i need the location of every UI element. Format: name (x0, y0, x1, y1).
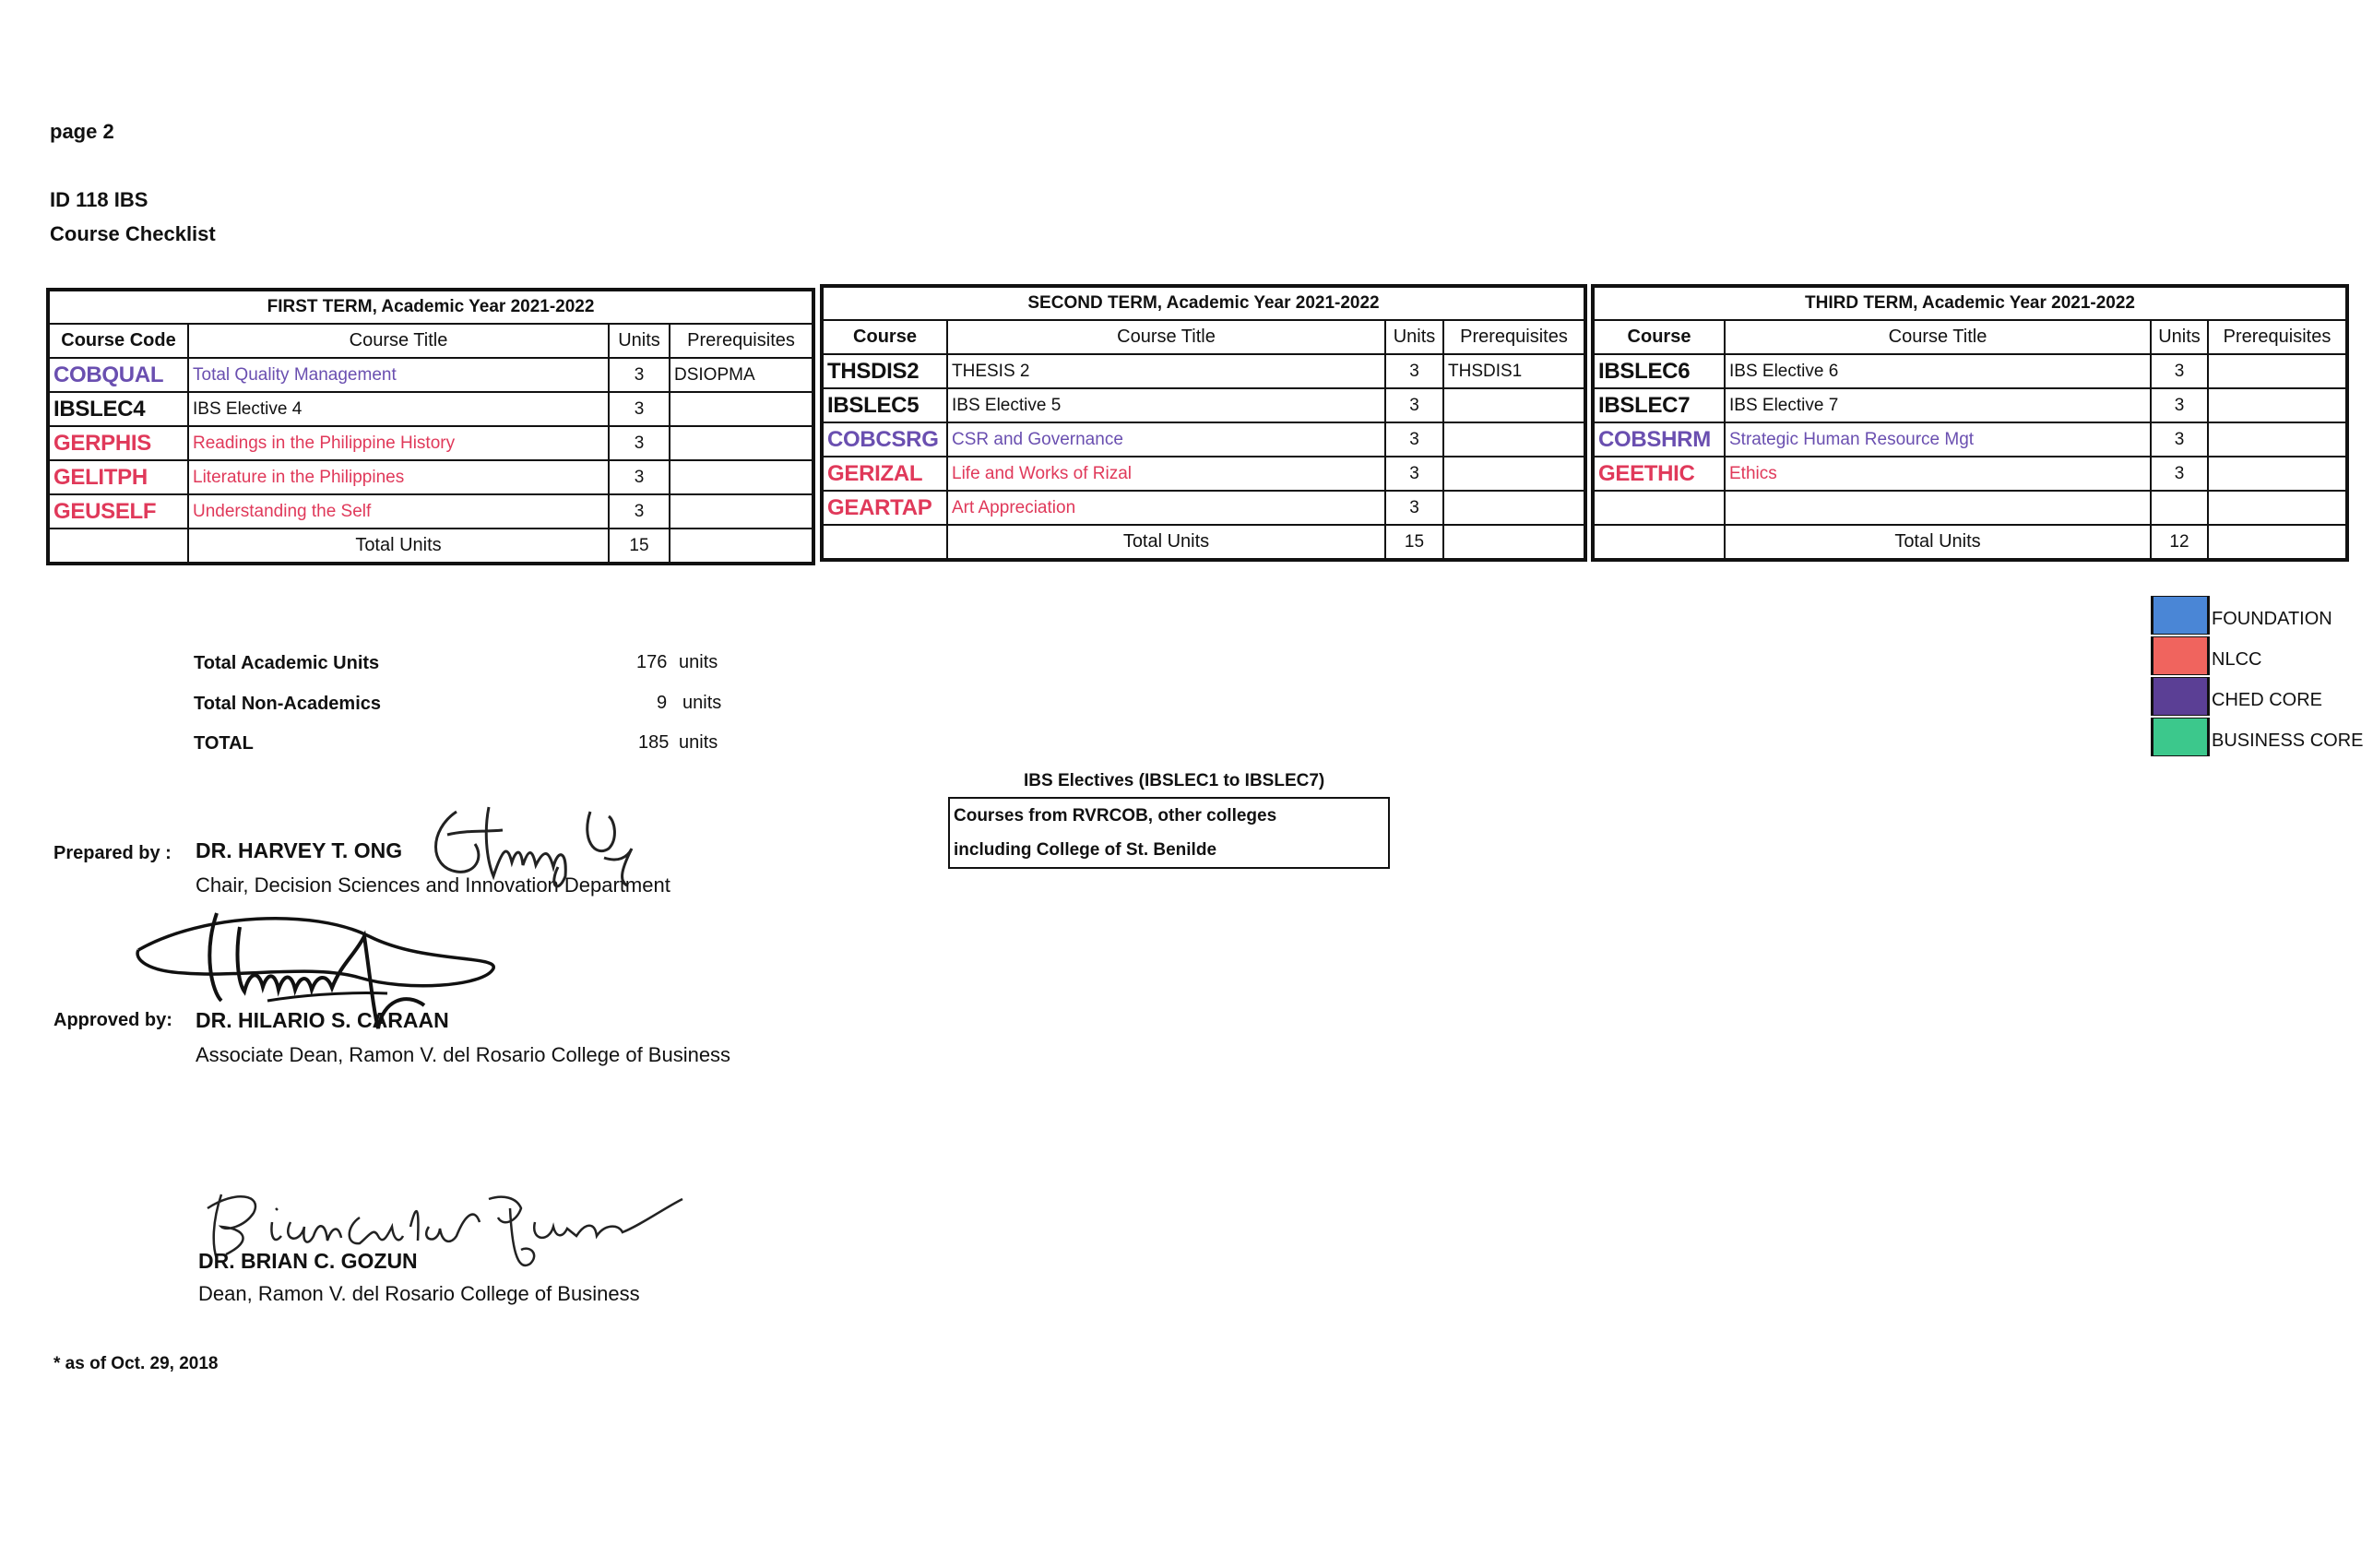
course-row (1593, 422, 2347, 457)
course-prerequisites (1443, 491, 1585, 525)
second-term-table (820, 284, 1587, 562)
column-header-row (1593, 320, 2347, 354)
electives-box (948, 797, 1390, 869)
term-title-row (48, 290, 813, 324)
course-row (822, 354, 1585, 388)
total-units-value: 15 (1385, 525, 1443, 560)
course-row (1593, 388, 2347, 422)
course-code: COBQUAL (48, 358, 188, 392)
total-units-value: 12 (2151, 525, 2208, 560)
units-header: Units (609, 324, 670, 358)
course-row (48, 392, 813, 426)
course-units (2151, 491, 2208, 525)
course-row (822, 422, 1585, 457)
prepared-by-signature (420, 793, 650, 895)
course-code: IBSLEC4 (48, 392, 188, 426)
legend-swatch-ched-core (2151, 677, 2210, 716)
electives-title: IBS Electives (IBSLEC1 to IBSLEC7) (1024, 771, 1325, 790)
course-units: 3 (1385, 388, 1443, 422)
total-units-row (822, 525, 1585, 560)
course-prerequisites: THSDIS1 (1443, 354, 1585, 388)
total-units-value: 185 (638, 732, 670, 753)
course-prerequisites (2208, 354, 2347, 388)
course-prerequisites (1443, 457, 1585, 491)
course-code: COBSHRM (1593, 422, 1725, 457)
electives-line-2: including College of St. Benilde (954, 840, 1217, 860)
document-id: ID 118 IBS (50, 188, 148, 211)
course-title: Literature in the Philippines (188, 460, 609, 494)
course-title: Ethics (1725, 457, 2151, 491)
course-units: 3 (2151, 457, 2208, 491)
total-empty-cell (822, 525, 947, 560)
course-code-header: Course (1593, 320, 1725, 354)
course-code: IBSLEC7 (1593, 388, 1725, 422)
course-code: GEARTAP (822, 491, 947, 525)
course-title: Art Appreciation (947, 491, 1385, 525)
course-units: 3 (1385, 491, 1443, 525)
column-header-row (822, 320, 1585, 354)
course-row (1593, 491, 2347, 525)
course-code: COBCSRG (822, 422, 947, 457)
approved-by-label: Approved by: (53, 1010, 172, 1030)
course-units: 3 (2151, 422, 2208, 457)
course-code: IBSLEC5 (822, 388, 947, 422)
course-title: THESIS 2 (947, 354, 1385, 388)
approved-by-role: Associate Dean, Ramon V. del Rosario College of Business (196, 1043, 731, 1066)
non-academic-units-value: 9 (657, 693, 668, 713)
course-title: Life and Works of Rizal (947, 457, 1385, 491)
course-prerequisites (2208, 422, 2347, 457)
course-units: 3 (2151, 388, 2208, 422)
course-units: 3 (1385, 457, 1443, 491)
first-term-table (46, 288, 815, 565)
course-title: IBS Elective 6 (1725, 354, 2151, 388)
course-code: GELITPH (48, 460, 188, 494)
units-header: Units (1385, 320, 1443, 354)
course-units: 3 (609, 426, 670, 460)
course-row (822, 491, 1585, 525)
legend-label-foundation: FOUNDATION (2212, 609, 2332, 629)
course-prerequisites (670, 460, 813, 494)
prepared-by-label: Prepared by : (53, 843, 172, 863)
course-prerequisites (2208, 388, 2347, 422)
non-academic-units-unit: units (682, 693, 722, 713)
total-units-row (1593, 525, 2347, 560)
course-code: GEETHIC (1593, 457, 1725, 491)
course-title-header: Course Title (947, 320, 1385, 354)
academic-units-label: Total Academic Units (194, 653, 380, 673)
prerequisites-header: Prerequisites (670, 324, 813, 358)
column-header-row (48, 324, 813, 358)
course-title: IBS Elective 5 (947, 388, 1385, 422)
course-prerequisites: DSIOPMA (670, 358, 813, 392)
course-title-header: Course Title (188, 324, 609, 358)
course-prerequisites (2208, 491, 2347, 525)
course-title: Strategic Human Resource Mgt (1725, 422, 2151, 457)
term-title-row (822, 286, 1585, 320)
course-row (48, 494, 813, 529)
prerequisites-header: Prerequisites (1443, 320, 1585, 354)
course-units: 3 (2151, 354, 2208, 388)
course-code-header: Course (822, 320, 947, 354)
course-title (1725, 491, 2151, 525)
term-title: SECOND TERM, Academic Year 2021-2022 (822, 286, 1585, 320)
course-row (822, 457, 1585, 491)
course-prerequisites (670, 494, 813, 529)
course-prerequisites (1443, 422, 1585, 457)
legend-swatch-business-core (2151, 718, 2210, 756)
course-code (1593, 491, 1725, 525)
prepared-by-name: DR. HARVEY T. ONG (196, 838, 403, 862)
dean-name: DR. BRIAN C. GOZUN (198, 1249, 418, 1273)
legend-label-nlcc: NLCC (2212, 649, 2262, 670)
course-units: 3 (1385, 422, 1443, 457)
course-row (48, 358, 813, 392)
total-units-value: 15 (609, 529, 670, 564)
course-prerequisites (670, 426, 813, 460)
course-row (48, 426, 813, 460)
legend-swatch-foundation (2151, 596, 2210, 635)
course-title: Understanding the Self (188, 494, 609, 529)
total-prereq-empty-cell (670, 529, 813, 564)
legend-label-business-core: BUSINESS CORE (2212, 731, 2364, 751)
course-units: 3 (609, 392, 670, 426)
third-term-table (1591, 284, 2349, 562)
total-units-unit: units (679, 732, 718, 753)
approved-by-name: DR. HILARIO S. CARAAN (196, 1008, 449, 1032)
total-prereq-empty-cell (1443, 525, 1585, 560)
course-prerequisites (1443, 388, 1585, 422)
total-units-label: Total Units (188, 529, 609, 564)
units-header: Units (2151, 320, 2208, 354)
course-prerequisites (2208, 457, 2347, 491)
legend-swatch-nlcc (2151, 636, 2210, 675)
electives-line-1: Courses from RVRCOB, other colleges (954, 806, 1277, 826)
course-code: IBSLEC6 (1593, 354, 1725, 388)
total-units-row (48, 529, 813, 564)
course-row (48, 460, 813, 494)
course-code: GERPHIS (48, 426, 188, 460)
course-units: 3 (609, 358, 670, 392)
footnote: * as of Oct. 29, 2018 (53, 1354, 219, 1373)
course-code-header: Course Code (48, 324, 188, 358)
term-title-row (1593, 286, 2347, 320)
course-row (1593, 354, 2347, 388)
dean-role: Dean, Ramon V. del Rosario College of Business (198, 1282, 640, 1305)
total-units-label: TOTAL (194, 733, 254, 754)
course-row (1593, 457, 2347, 491)
course-prerequisites (670, 392, 813, 426)
total-empty-cell (1593, 525, 1725, 560)
total-prereq-empty-cell (2208, 525, 2347, 560)
prerequisites-header: Prerequisites (2208, 320, 2347, 354)
course-row (822, 388, 1585, 422)
course-code: GEUSELF (48, 494, 188, 529)
course-units: 3 (1385, 354, 1443, 388)
term-title: FIRST TERM, Academic Year 2021-2022 (48, 290, 813, 324)
course-title: Total Quality Management (188, 358, 609, 392)
course-title: CSR and Governance (947, 422, 1385, 457)
term-title: THIRD TERM, Academic Year 2021-2022 (1593, 286, 2347, 320)
academic-units-unit: units (679, 652, 718, 672)
document-subtitle: Course Checklist (50, 222, 216, 245)
total-empty-cell (48, 529, 188, 564)
total-units-label: Total Units (947, 525, 1385, 560)
page-number: page 2 (50, 120, 114, 143)
course-code: THSDIS2 (822, 354, 947, 388)
non-academic-units-label: Total Non-Academics (194, 694, 381, 714)
course-title: Readings in the Philippine History (188, 426, 609, 460)
legend-label-ched-core: CHED CORE (2212, 690, 2323, 710)
course-title-header: Course Title (1725, 320, 2151, 354)
course-units: 3 (609, 460, 670, 494)
course-units: 3 (609, 494, 670, 529)
academic-units-value: 176 (636, 652, 668, 672)
total-units-label: Total Units (1725, 525, 2151, 560)
prepared-by-role: Chair, Decision Sciences and Innovation Department (196, 873, 670, 897)
course-code: GERIZAL (822, 457, 947, 491)
course-title: IBS Elective 4 (188, 392, 609, 426)
course-title: IBS Elective 7 (1725, 388, 2151, 422)
